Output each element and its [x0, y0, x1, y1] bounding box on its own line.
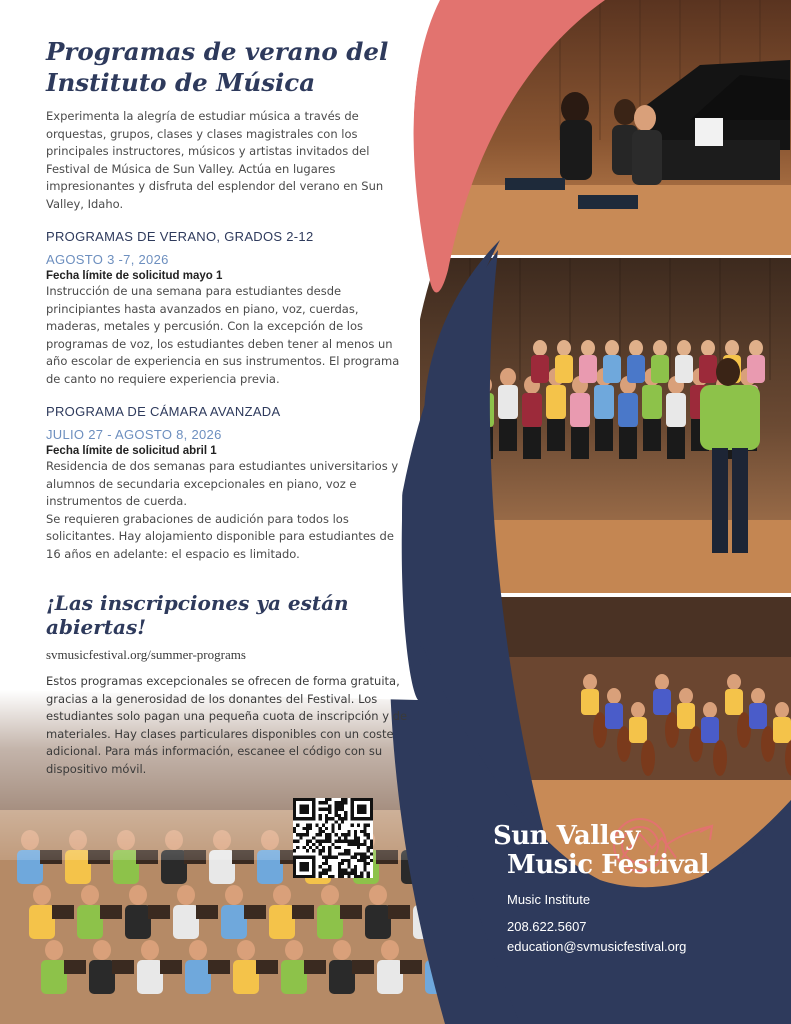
- content-column: [46, 36, 412, 778]
- page-title: Programas de verano del Instituto de Música: [46, 37, 389, 97]
- program-description-2: Se requieren grabaciones de audición para todos los solicitantes. Hay alojamiento disponible para estudiantes de 16 años en adelante: el espacio es limitado.: [46, 511, 394, 561]
- program-deadline: Fecha límite de solicitud abril 1: [46, 445, 217, 457]
- intro-paragraph: Experimenta la alegría de estudiar música a través de orquestas, grupos, clases y clases magistrales con los principales instructores, músicos y artistas invitados del Festival de Música de Sun Valley. Actúa en lugares impresionantes y disfruta del esplendor del verano en Sun Valley, Idaho.: [46, 109, 384, 211]
- program-summer: [46, 229, 412, 388]
- program-deadline: Fecha límite de solicitud mayo 1: [46, 270, 223, 282]
- email-address[interactable]: education@svmusicfestival.org: [507, 939, 687, 954]
- program-heading: PROGRAMA DE CÁMARA AVANZADA: [46, 404, 281, 419]
- program-heading: PROGRAMAS DE VERANO, GRADOS 2-12: [46, 229, 314, 244]
- program-description: Instrucción de una semana para estudiantes desde principiantes hasta avanzados en piano, voz, cuerdas, maderas, metales y percusión. Con la excepción de los programas de voz, los estudiantes deben tener al menos un año escolar de experiencia en sus instrumentos. El programa de canto no requiere experiencia previa.: [46, 284, 400, 386]
- festival-brand-block: [493, 822, 763, 957]
- contact-info: [493, 917, 763, 957]
- program-description: Residencia de dos semanas para estudiantes universitarios y alumnos de secundaria excepcionales en piano, voz e instrumentos de cuerda.: [46, 459, 399, 508]
- enrollment-heading: ¡Las inscripciones ya están abiertas!: [46, 591, 349, 639]
- phone-number[interactable]: 208.622.5607: [507, 919, 587, 934]
- qr-code[interactable]: [293, 798, 373, 878]
- program-dates: AGOSTO 3 -7, 2026: [46, 252, 169, 267]
- funding-note: Estos programas excepcionales se ofrecen de forma gratuita, gracias a la generosidad de los donantes del Festival. Los estudiantes solo pagan una pequeña cuota de inscripción y de materiales. Hay clases particulares disponibles con un coste adicional. Para más información, escanee el código con su dispositivo móvil.: [46, 674, 408, 776]
- festival-name-line1: Sun Valley: [493, 821, 640, 851]
- festival-name: [493, 822, 763, 880]
- summer-programs-link[interactable]: svmusicfestival.org/summer-programs: [46, 647, 246, 662]
- program-dates: JULIO 27 - AGOSTO 8, 2026: [46, 427, 222, 442]
- festival-name-line2: Music Festival: [507, 850, 710, 880]
- institute-subtitle: Music Institute: [507, 892, 591, 907]
- program-chamber: [46, 404, 412, 563]
